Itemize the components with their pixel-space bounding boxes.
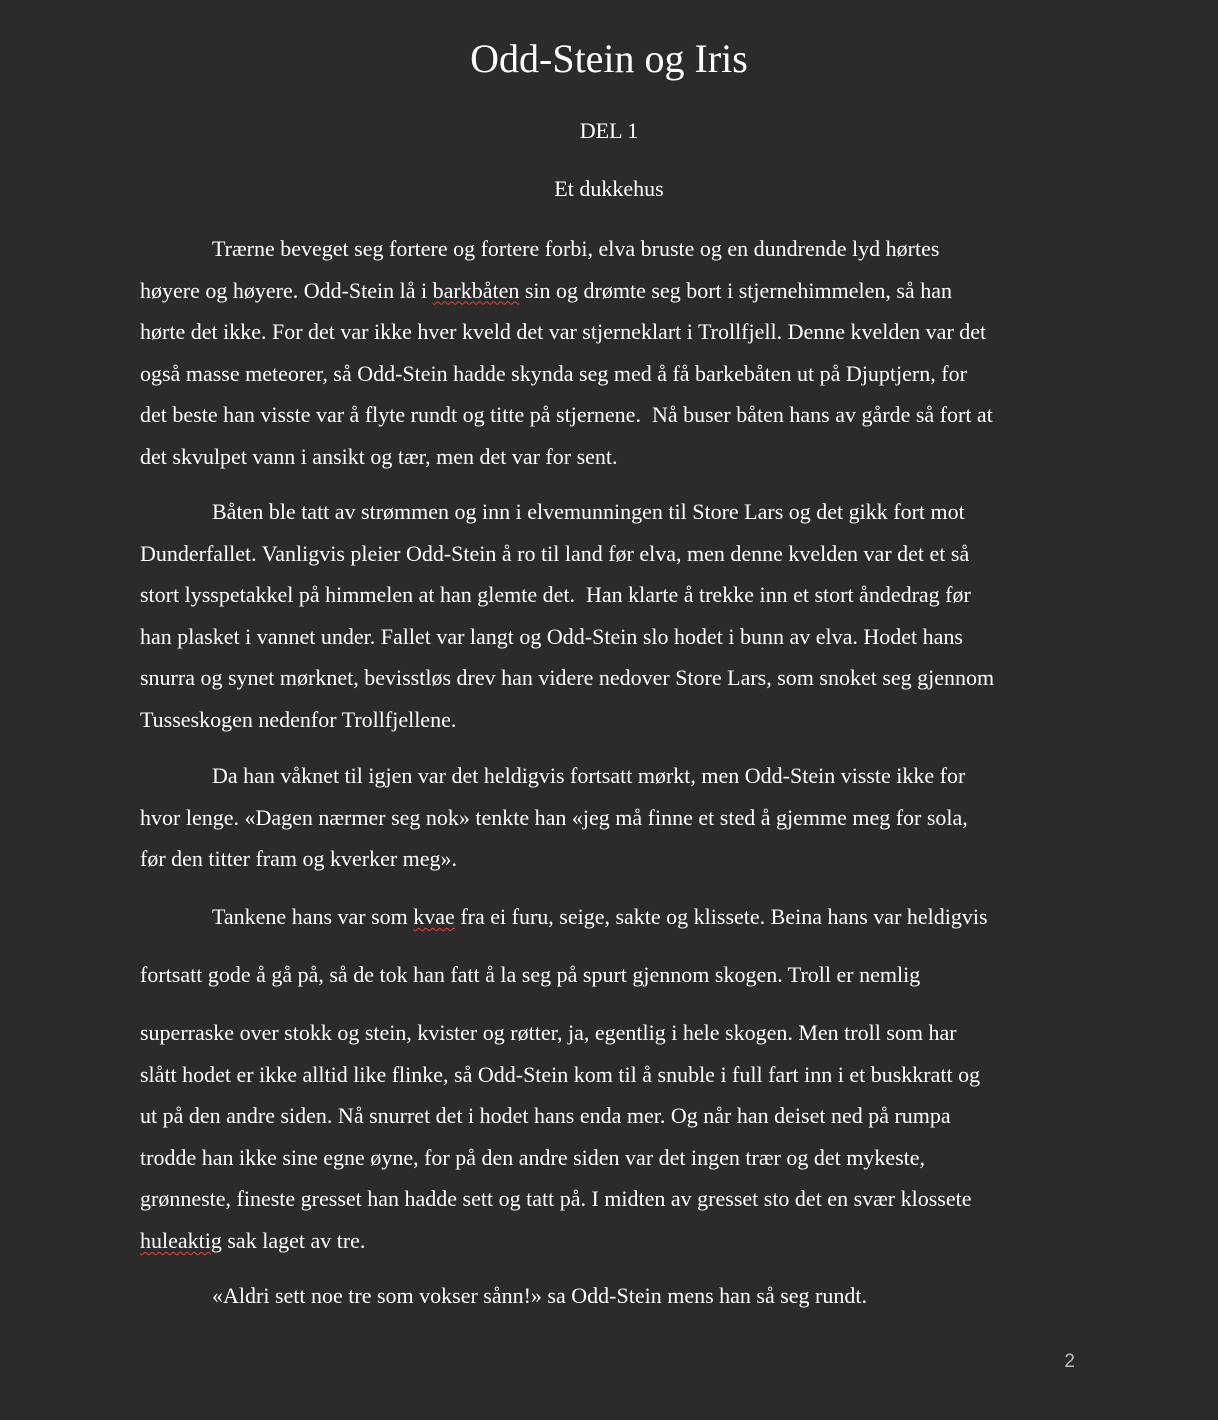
text-line: Tusseskogen nedenfor Trollfjellene. <box>140 706 457 732</box>
text-line: det beste han visste var å flyte rundt og titte på stjernene. Nå buser båten hans av gårde så fort at <box>140 402 993 428</box>
text-line: han plasket i vannet under. Fallet var langt og Odd-Stein slo hodet i bunn av elva. Hodet hans <box>140 623 963 649</box>
text-line: hvor lenge. «Dagen nærmer seg nok» tenkte han «jeg må finne et sted å gjemme meg for sola, <box>140 804 968 830</box>
text-line: også masse meteorer, så Odd-Stein hadde skynda seg med å få barkebåten ut på Djuptjern, for <box>140 360 967 386</box>
text-line: trodde han ikke sine egne øyne, for på den andre siden var det ingen trær og det mykeste, <box>140 1144 926 1170</box>
text-line: ut på den andre siden. Nå snurret det i hodet hans enda mer. Og når han deiset ned på rumpa <box>140 1103 951 1129</box>
text-line: Båten ble tatt av strømmen og inn i elvemunningen til Store Lars og det gikk fort mot <box>212 499 965 524</box>
text-line: slått hodet er ikke alltid like flinke, så Odd-Stein kom til å snuble i full fart inn i et buskkratt og <box>140 1061 981 1087</box>
page-number: 2 <box>1064 1351 1075 1372</box>
paragraph-2 <box>140 491 1080 741</box>
misspelled-word[interactable]: huleaktig <box>140 1227 222 1253</box>
text-line: det skvulpet vann i ansikt og tær, men det var for sent. <box>140 443 618 469</box>
text-line: før den titter fram og kverker meg». <box>140 846 458 872</box>
text-line: Tankene hans var som kvae fra ei furu, seige, sakte og klissete. Beina hans var heldigvis <box>212 904 988 929</box>
text-line: hørte det ikke. For det var ikke hver kveld det var stjerneklart i Trollfjell. Denne kvelden var det <box>140 319 987 345</box>
text-line: fortsatt gode å gå på, så de tok han fatt å la seg på spurt gjennom skogen. Troll er nemlig <box>140 962 921 987</box>
text-line: «Aldri sett noe tre som vokser sånn!» sa Odd-Stein mens han så seg rundt. <box>212 1283 867 1308</box>
text-line: stort lysspetakkel på himmelen at han glemte det. Han klarte å trekke inn et stort åndedrag før <box>140 582 971 608</box>
paragraph-5 <box>140 1275 1080 1317</box>
paragraph-1 <box>140 228 1080 478</box>
text-line: Trærne beveget seg fortere og fortere forbi, elva bruste og en dundrende lyd hørtes <box>212 236 940 261</box>
paragraph-3 <box>140 755 1080 880</box>
chapter-heading: Et dukkehus <box>554 176 664 201</box>
paragraph-4 <box>140 896 1080 1262</box>
text-line: grønneste, fineste gresset han hadde sett og tatt på. I midten av gresset sto det en svær klossete <box>140 1186 972 1212</box>
text-line: superraske over stokk og stein, kvister og røtter, ja, egentlig i hele skogen. Men troll som har <box>140 1020 957 1045</box>
text-line: høyere og høyere. Odd-Stein lå i barkbåten sin og drømte seg bort i stjernehimmelen, så han <box>140 277 952 303</box>
text-line: huleaktig sak laget av tre. <box>140 1227 366 1253</box>
misspelled-word[interactable]: kvae <box>413 904 455 929</box>
part-heading: DEL 1 <box>579 118 639 143</box>
misspelled-word[interactable]: barkbåten <box>432 277 520 303</box>
document-title: Odd-Stein og Iris <box>470 36 748 81</box>
text-line: snurra og synet mørknet, bevisstløs drev han videre nedover Store Lars, som snoket seg gjennom <box>140 665 995 691</box>
text-line: Dunderfallet. Vanligvis pleier Odd-Stein å ro til land før elva, men denne kvelden var det et så <box>140 540 970 566</box>
text-line: Da han våknet til igjen var det heldigvis fortsatt mørkt, men Odd-Stein visste ikke for <box>212 763 966 788</box>
